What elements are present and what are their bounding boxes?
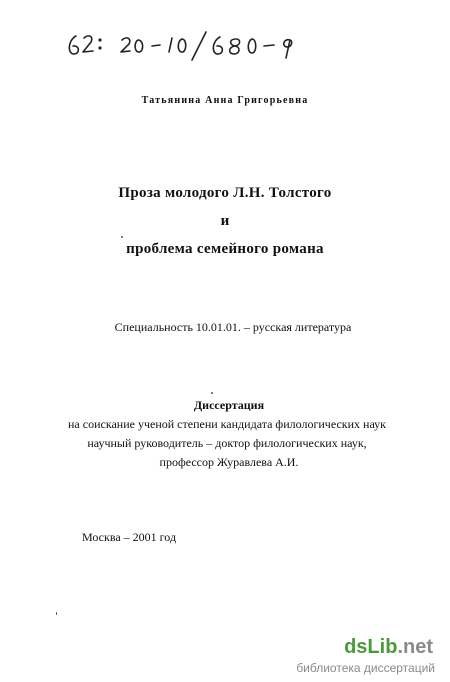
dslib-logo-domain: .net: [397, 636, 433, 658]
title-line-2: и: [220, 213, 230, 229]
scan-speck: [121, 236, 123, 238]
dissertation-degree-line: на соискание ученой степени кандидата филологических наук: [68, 417, 386, 431]
dslib-watermark: [278, 636, 443, 678]
handwritten-number-drawing: [64, 28, 314, 62]
dissertation-supervisor-name: профессор Журавлева А.И.: [159, 455, 299, 469]
dslib-logo: [344, 636, 433, 659]
title-line-1: Проза молодого Л.Н. Толстого: [118, 185, 332, 201]
dissertation-supervisor-line: научный руководитель – доктор филологических наук,: [87, 436, 367, 450]
dslib-logo-name: dsLib: [344, 636, 398, 658]
handwritten-catalog-number: [64, 28, 314, 62]
city-year: Москва – 2001 год: [82, 530, 177, 544]
dissertation-heading: Диссертация: [193, 398, 265, 412]
dslib-tagline: библиотека диссертаций: [296, 661, 435, 675]
title-line-3: проблема семейного романа: [126, 241, 324, 257]
scan-speck: [56, 612, 57, 615]
scan-speck: [211, 392, 213, 394]
specialty-line: Специальность 10.01.01. – русская литература: [114, 320, 352, 334]
author-name: Татьянина Анна Григорьевна: [141, 95, 309, 106]
